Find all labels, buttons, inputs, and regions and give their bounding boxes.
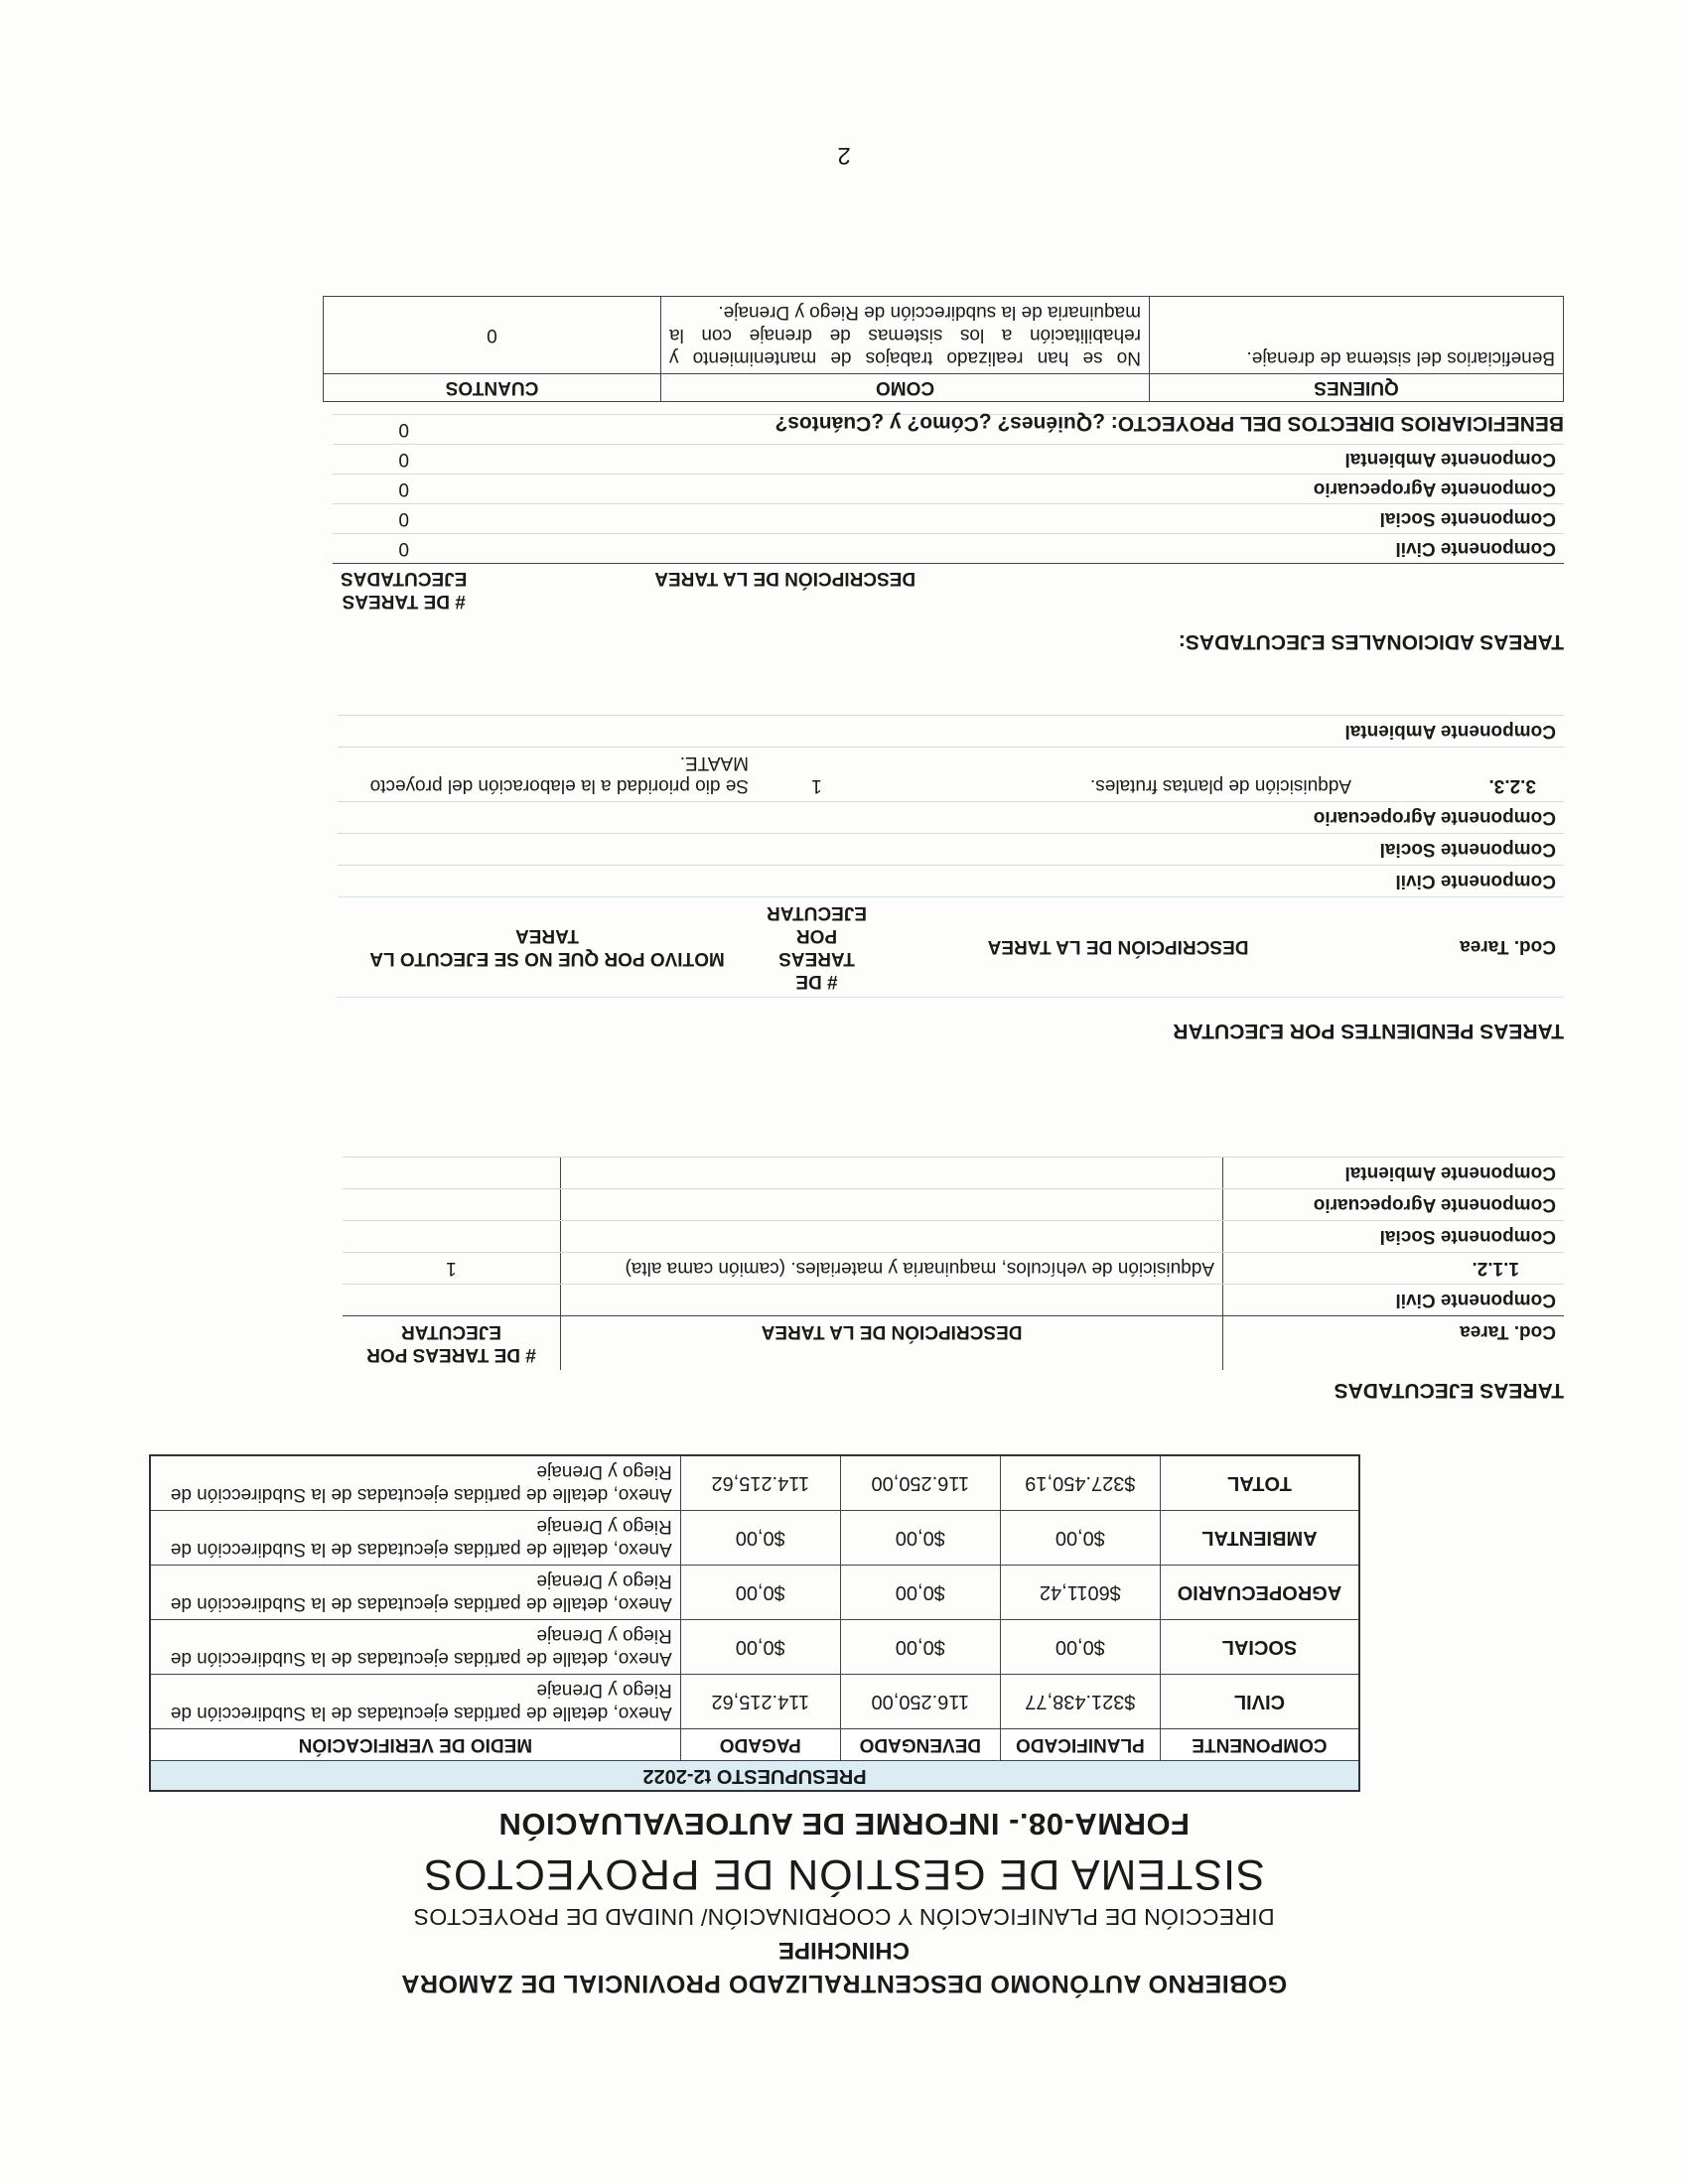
- additional-value: 0: [333, 415, 475, 445]
- budget-table: [149, 1454, 1360, 1792]
- additional-value: 0: [333, 534, 475, 564]
- additional-title: TAREAS ADICIONALES EJECUTADAS:: [1178, 630, 1564, 653]
- pending-col-count: # DE TAREAS POR EJECUTAR: [757, 897, 877, 998]
- additional-label: Componente Social: [475, 504, 1564, 534]
- additional-value: 0: [333, 475, 475, 504]
- beneficiaries-table: [323, 296, 1564, 402]
- table-row: [333, 445, 1564, 475]
- budget-planificado: $0,00: [1000, 1620, 1160, 1675]
- executed-task-desc: Adquisición de vehículos, maquinaria y materiales. (camión cama alta): [561, 1253, 1223, 1285]
- budget-devengado: $0,00: [840, 1566, 1000, 1620]
- executed-task-count: 1: [343, 1253, 561, 1285]
- beneficiaries-title: BENEFICIARIOS DIRECTOS DEL PROYECTO: ¿Quiénes? ¿Cómo? y ¿Cuántos?: [774, 412, 1564, 435]
- table-row: [343, 1253, 1564, 1285]
- table-row: [150, 1455, 1359, 1511]
- page-number: 2: [837, 142, 851, 169]
- budget-devengado: $0,00: [840, 1511, 1000, 1566]
- budget-medio: Anexo, detalle de partidas ejecutadas de la Subdirección de Riego y Drenaje: [150, 1675, 680, 1729]
- budget-planificado: $0,00: [1000, 1511, 1160, 1566]
- executed-comp-civil: Componente Civil: [1223, 1285, 1565, 1316]
- budget-componente: SOCIAL: [1160, 1620, 1359, 1675]
- header-gobierno: GOBIERNO AUTÓNOMO DESCENTRALIZADO PROVINCIAL DE ZAMORA: [400, 1970, 1288, 1997]
- executed-comp-agro: Componente Agropecuario: [1223, 1189, 1565, 1221]
- header-forma: FORMA-08.- INFORME DE AUTOEVALUACIÓN: [498, 1807, 1190, 1842]
- budget-pagado: 114.215,62: [680, 1455, 840, 1511]
- additional-label: Componente Ambiental: [475, 445, 1564, 475]
- executed-table: [343, 1157, 1564, 1370]
- additional-value: 0: [333, 445, 475, 475]
- budget-devengado: $0,00: [840, 1620, 1000, 1675]
- budget-col-pagado: PAGADO: [680, 1729, 840, 1761]
- additional-label: Componente Agropecuario: [475, 475, 1564, 504]
- executed-comp-amb: Componente Ambiental: [1223, 1158, 1565, 1189]
- executed-comp-social: Componente Social: [1223, 1221, 1565, 1253]
- table-row: [324, 297, 1564, 374]
- budget-col-componente: COMPONENTE: [1160, 1729, 1359, 1761]
- budget-col-medio: MEDIO DE VERIFICACIÓN: [150, 1729, 680, 1761]
- additional-label: Componente Civil: [475, 534, 1564, 564]
- budget-devengado: 116.250,00: [840, 1455, 1000, 1511]
- pending-task-desc: Adquisición de plantas frutales.: [877, 748, 1359, 802]
- table-row: [338, 748, 1564, 802]
- header-sistema: SISTEMA DE GESTIÓN DE PROYECTOS: [423, 1850, 1265, 1898]
- budget-componente: TOTAL: [1160, 1455, 1359, 1511]
- budget-medio: Anexo, detalle de partidas ejecutadas de la Subdirección de Riego y Drenaje: [150, 1566, 680, 1620]
- benef-col-como: COMO: [661, 374, 1150, 402]
- budget-pagado: 114.215,62: [680, 1675, 840, 1729]
- pending-col-motivo: MOTIVO POR QUE NO SE EJECUTO LA TAREA: [338, 897, 757, 998]
- budget-componente: AGROPECUARIO: [1160, 1566, 1359, 1620]
- table-row: [333, 504, 1564, 534]
- additional-col-count: # DE TAREAS EJECUTADAS: [333, 564, 475, 616]
- pending-title: TAREAS PENDIENTES POR EJECUTAR: [1173, 1020, 1564, 1042]
- header-canton: CHINCHIPE: [778, 1937, 911, 1964]
- additional-value: 0: [333, 504, 475, 534]
- pending-col-cod: Cod. Tarea: [1359, 897, 1564, 998]
- header-direccion: DIRECCIÓN DE PLANIFICACIÓN Y COORDINACIÓN/ UNIDAD DE PROYECTOS: [413, 1904, 1275, 1930]
- budget-pagado: $0,00: [680, 1511, 840, 1566]
- budget-title: PRESUPUESTO t2-2022: [150, 1761, 1359, 1792]
- benef-cuantos: 0: [324, 297, 661, 374]
- budget-devengado: 116.250,00: [840, 1675, 1000, 1729]
- benef-col-cuantos: CUANTOS: [324, 374, 661, 402]
- table-row: [150, 1511, 1359, 1566]
- table-row: [150, 1566, 1359, 1620]
- executed-task-cod: 1.1.2.: [1223, 1253, 1565, 1285]
- pending-comp-agro: Componente Agropecuario: [338, 802, 1564, 834]
- budget-componente: CIVIL: [1160, 1675, 1359, 1729]
- benef-quienes: Beneficiarios del sistema de drenaje.: [1150, 297, 1564, 374]
- pending-comp-amb: Componente Ambiental: [338, 716, 1564, 748]
- budget-planificado: $6011,42: [1000, 1566, 1160, 1620]
- pending-task-cod: 3.2.3.: [1359, 748, 1564, 802]
- pending-comp-civil: Componente Civil: [338, 866, 1564, 897]
- executed-col-count: # DE TAREAS POR EJECUTAR: [343, 1316, 561, 1371]
- pending-task-count: 1: [757, 748, 877, 802]
- executed-title: TAREAS EJECUTADAS: [1334, 1379, 1564, 1402]
- budget-col-planificado: PLANIFICADO: [1000, 1729, 1160, 1761]
- benef-como: No se han realizado trabajos de mantenimiento y rehabilitación a los sistemas de drenaje con la maquinaria de la subdirección de Riego y Drenaje.: [661, 297, 1150, 374]
- executed-col-cod: Cod. Tarea: [1223, 1316, 1565, 1371]
- pending-col-desc: DESCRIPCIÓN DE LA TAREA: [877, 897, 1359, 998]
- budget-medio: Anexo, detalle de partidas ejecutadas de la Subdirección de Riego y Drenaje: [150, 1620, 680, 1675]
- pending-comp-social: Componente Social: [338, 834, 1564, 866]
- additional-table: [333, 414, 1564, 615]
- budget-medio: Anexo, detalle de partidas ejecutadas de la Subdirección de Riego y Drenaje: [150, 1511, 680, 1566]
- budget-componente: AMBIENTAL: [1160, 1511, 1359, 1566]
- table-row: [150, 1620, 1359, 1675]
- executed-col-desc: DESCRIPCIÓN DE LA TAREA: [561, 1316, 1223, 1371]
- table-row: [333, 534, 1564, 564]
- budget-col-devengado: DEVENGADO: [840, 1729, 1000, 1761]
- budget-medio: Anexo, detalle de partidas ejecutadas de la Subdirección de Riego y Drenaje: [150, 1455, 680, 1511]
- budget-planificado: $321.438,77: [1000, 1675, 1160, 1729]
- pending-task-motivo: Se dio prioridad a la elaboración del proyecto MAATE.: [338, 748, 757, 802]
- budget-pagado: $0,00: [680, 1620, 840, 1675]
- benef-col-quienes: QUIENES: [1150, 374, 1564, 402]
- table-row: [333, 475, 1564, 504]
- additional-col-desc: DESCRIPCIÓN DE LA TAREA: [475, 564, 1564, 616]
- budget-pagado: $0,00: [680, 1566, 840, 1620]
- budget-planificado: $327.450,19: [1000, 1455, 1160, 1511]
- table-row: [150, 1675, 1359, 1729]
- pending-table: [338, 715, 1564, 998]
